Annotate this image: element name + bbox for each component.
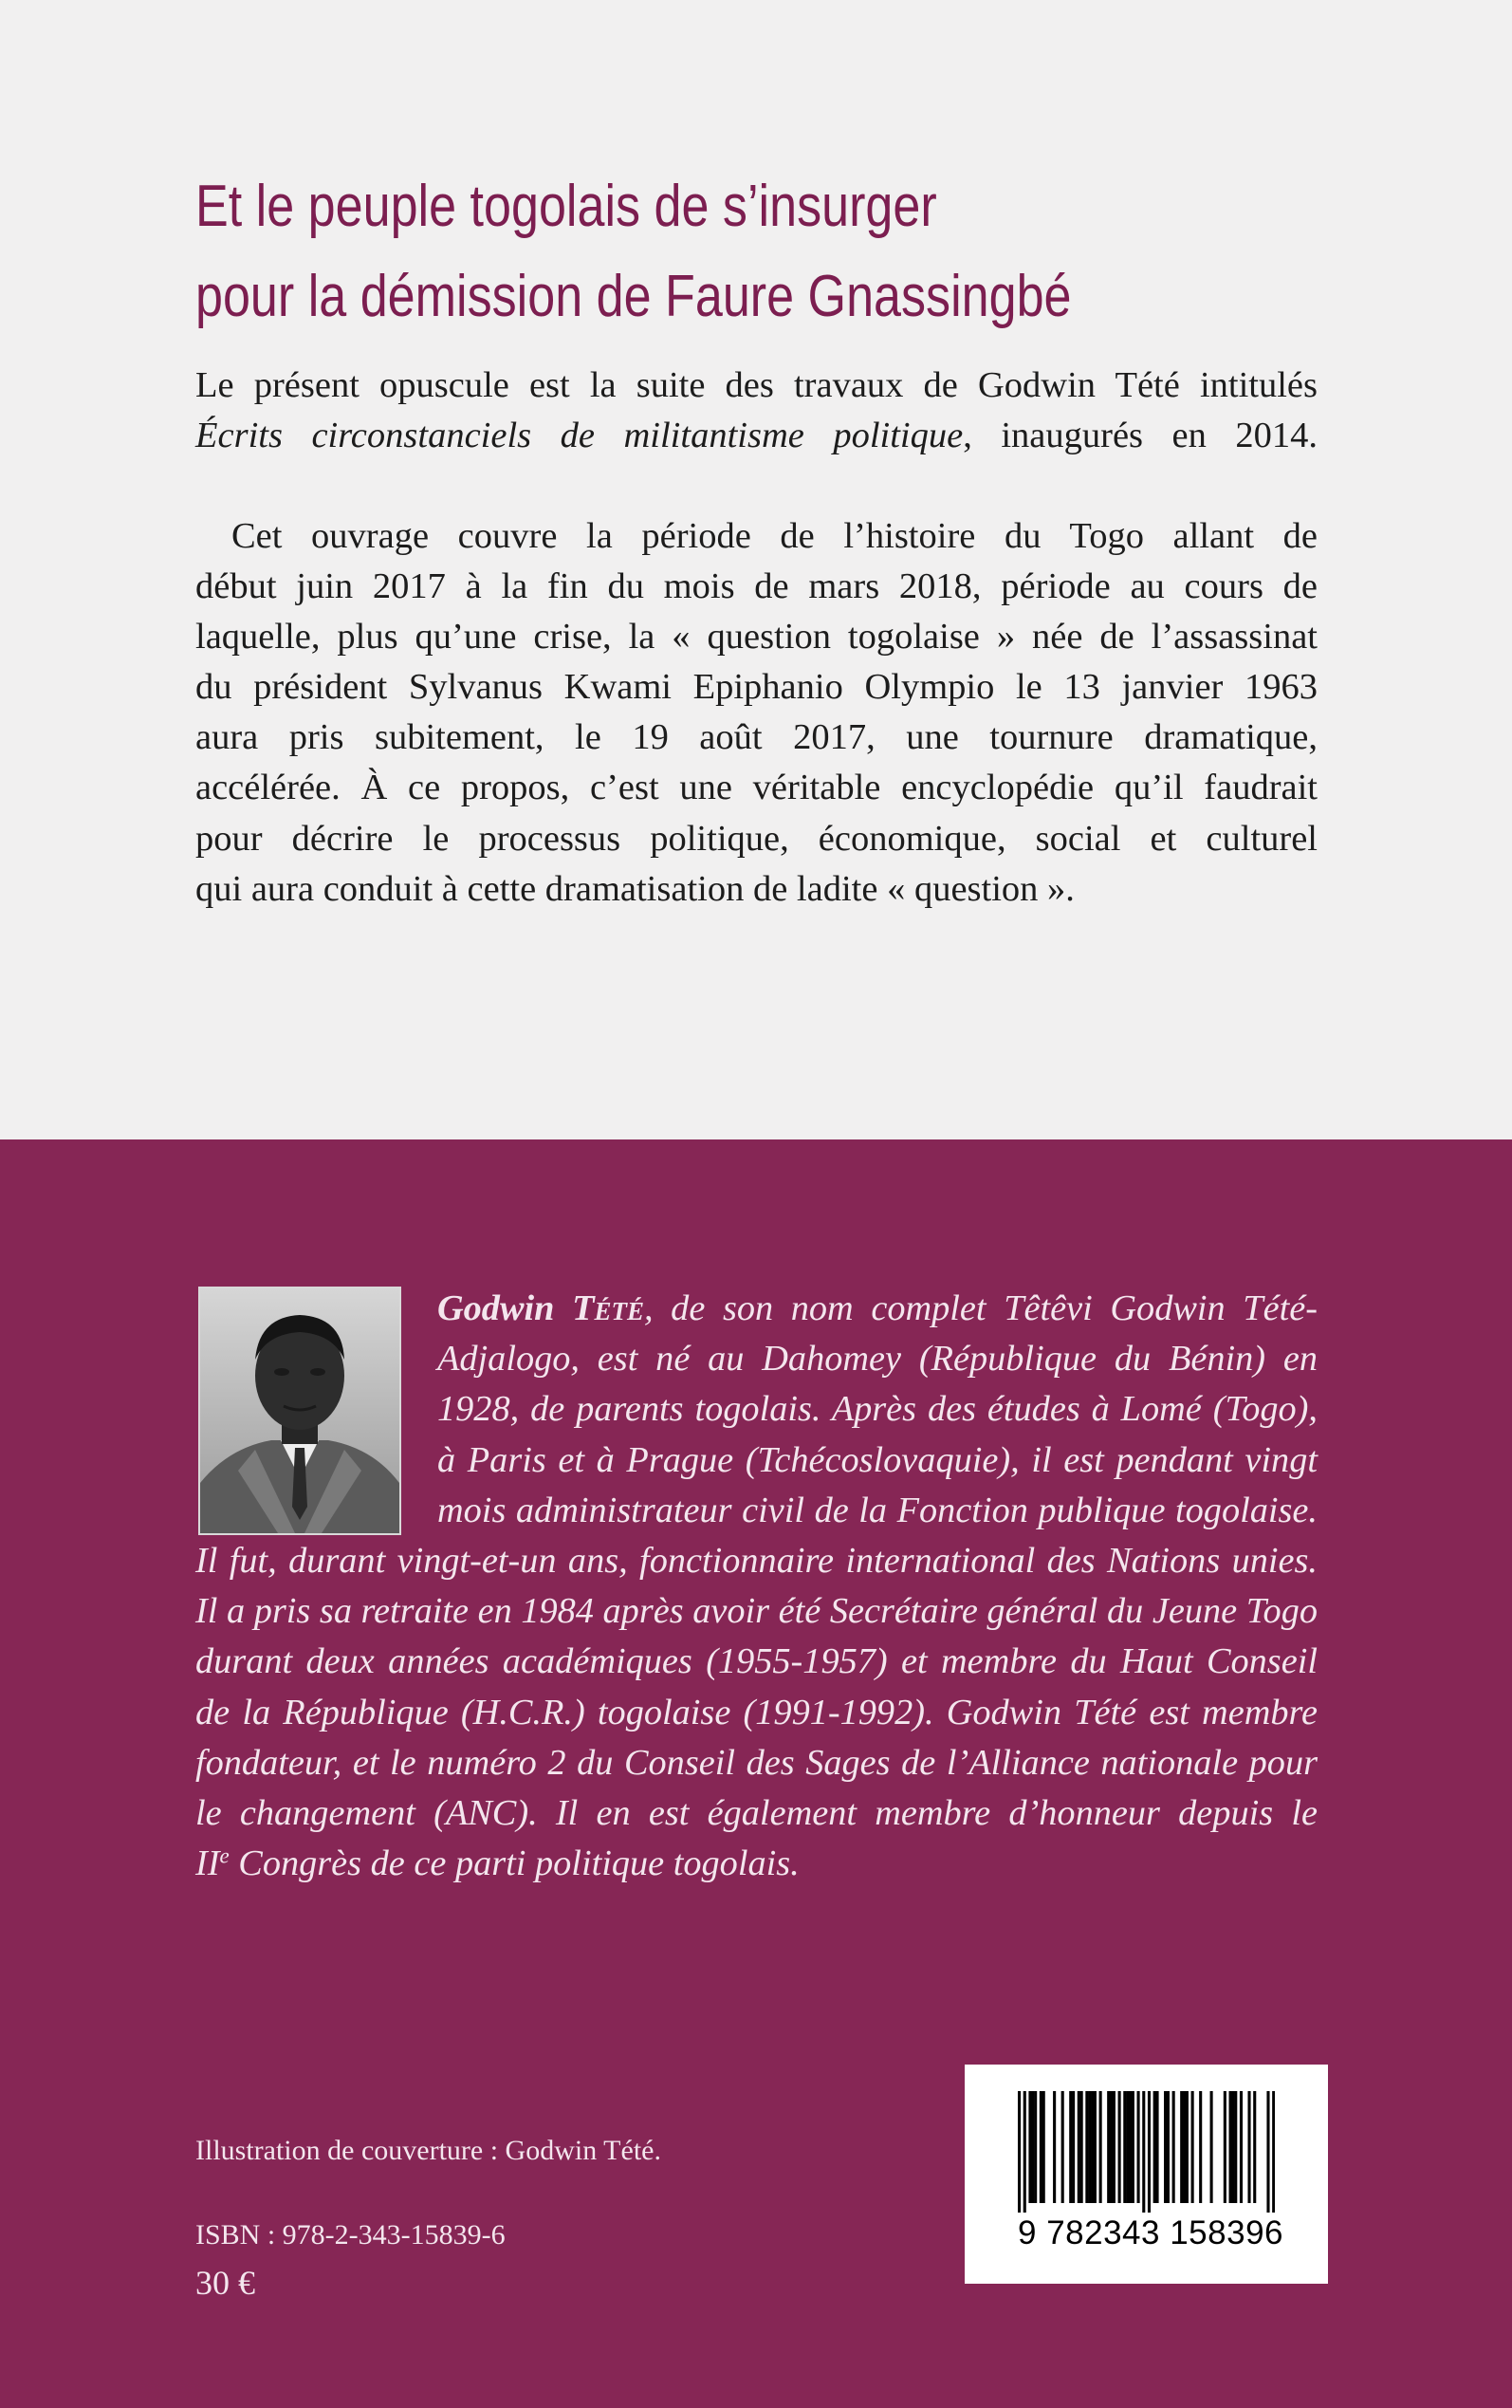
- intro-p2-line-4: du président Sylvanus Kwami Epiphanio Olympio le 13 janvier 1963: [195, 667, 1318, 708]
- author-bio: [195, 1284, 1318, 1889]
- barcode-bar: [1180, 2091, 1183, 2203]
- barcode-bar: [1148, 2091, 1151, 2213]
- barcode-box: [965, 2065, 1328, 2284]
- intro-p2-line-2: début juin 2017 à la fin du mois de mars 2018, période au cours de: [195, 566, 1318, 607]
- barcode-bar: [1164, 2091, 1167, 2203]
- barcode-bar: [1053, 2091, 1056, 2203]
- barcode-bar: [1231, 2091, 1234, 2203]
- barcode-bar: [1129, 2091, 1132, 2203]
- barcode-bar: [1191, 2091, 1194, 2203]
- illustration-credit: Illustration de couverture : Godwin Tété.: [195, 2135, 661, 2166]
- bio-line-5: mois administrateur civil de la Fonction publique togolaise.: [437, 1490, 1318, 1530]
- barcode-bar: [1072, 2091, 1075, 2203]
- barcode-bar: [1167, 2091, 1170, 2203]
- barcode-bar: [1088, 2091, 1091, 2203]
- barcode-bar: [1224, 2091, 1226, 2203]
- barcode-bar: [1028, 2091, 1031, 2203]
- work-title: Écrits circonstanciels de militantisme politique: [195, 416, 964, 456]
- intro-p2-line-6: accélérée. À ce propos, c’est une véritable encyclopédie qu’il faudrait: [195, 768, 1318, 808]
- isbn: ISBN : 978-2-343-15839-6: [195, 2219, 506, 2251]
- barcode-bar: [1137, 2091, 1140, 2203]
- top-section: [0, 0, 1512, 1139]
- barcode-bar: [1018, 2091, 1021, 2213]
- barcode-bar: [1183, 2091, 1186, 2203]
- barcode-bar: [1186, 2091, 1189, 2203]
- barcode-bar: [1272, 2091, 1275, 2213]
- bio-line-1-rest: , de son nom complet Têtêvi Godwin Tété-: [643, 1288, 1318, 1328]
- bio-line-12-sup: e: [219, 1843, 230, 1868]
- barcode-bar: [1091, 2091, 1094, 2203]
- bio-line-3: 1928, de parents togolais. Après des études à Lomé (Togo),: [437, 1389, 1318, 1430]
- book-title-line-1: Et le peuple togolais de s’insurger: [195, 174, 937, 239]
- bio-line-6: Il fut, durant vingt-et-un ans, fonctionnaire international des Nations unies.: [195, 1541, 1318, 1582]
- intro-paragraph-2: [195, 511, 1318, 915]
- bio-line-12: [195, 1839, 1318, 1889]
- bio-line-2: Adjalogo, est né au Dahomey (République du Bénin) en: [437, 1339, 1318, 1380]
- intro-paragraph-1: [195, 361, 1318, 461]
- barcode-bar: [1094, 2091, 1097, 2203]
- barcode-bar: [1061, 2091, 1064, 2203]
- barcode-bar: [1142, 2091, 1145, 2213]
- barcode-bar: [1266, 2091, 1269, 2213]
- intro-p2-line-8: qui aura conduit à cette dramatisation de ladite « question ».: [195, 868, 1075, 909]
- intro-p2-line-5: aura pris subitement, le 19 août 2017, une tournure dramatique,: [195, 717, 1318, 758]
- barcode-bar: [1234, 2091, 1237, 2203]
- barcode-bar: [1253, 2091, 1256, 2203]
- bio-line-1: [437, 1284, 1318, 1334]
- barcode-bar: [1085, 2091, 1088, 2203]
- barcode-digits: 9 782343 158396: [1018, 2214, 1283, 2251]
- price: 30 €: [195, 2264, 255, 2302]
- intro-p2-line-3: laquelle, plus qu’une crise, la « question togolaise » née de l’assassinat: [195, 617, 1318, 658]
- barcode-bar: [1107, 2091, 1110, 2203]
- barcode-bar: [1123, 2091, 1126, 2203]
- bio-line-12-rest: Congrès de ce parti politique togolais.: [229, 1843, 800, 1884]
- intro-p1-line-2-rest: , inaugurés en 2014.: [963, 416, 1318, 456]
- barcode-bar: [1040, 2091, 1042, 2203]
- barcode-bar: [1172, 2091, 1175, 2203]
- intro-p1-line-2: [195, 411, 1318, 461]
- barcode-bar: [1210, 2091, 1213, 2203]
- barcode-bar: [1240, 2091, 1243, 2203]
- barcode-bar: [1229, 2091, 1232, 2203]
- bio-line-8: durant deux années académiques (1955-1957) et membre du Haut Conseil: [195, 1641, 1318, 1682]
- barcode-bar: [1155, 2091, 1158, 2203]
- intro-p1-line-1: Le présent opuscule est la suite des travaux de Godwin Tété intitulés: [195, 365, 1318, 405]
- barcode-bar: [1110, 2091, 1113, 2203]
- barcode-bar: [1078, 2091, 1080, 2203]
- bio-line-10: fondateur, et le numéro 2 du Conseil des Sages de l’Alliance nationale pour: [195, 1742, 1318, 1783]
- bio-line-11: le changement (ANC). Il en est également membre d’honneur depuis le: [195, 1793, 1318, 1834]
- bio-line-7: Il a pris sa retraite en 1984 après avoir été Secrétaire général du Jeune Togo: [195, 1591, 1318, 1632]
- barcode-bar: [1031, 2091, 1034, 2203]
- intro-p2-line-7: pour décrire le processus politique, économique, social et culturel: [195, 818, 1318, 859]
- barcode-bar: [1153, 2091, 1156, 2203]
- barcode-bar: [1023, 2091, 1026, 2213]
- intro-p2-line-1: Cet ouvrage couvre la période de l’histoire du Togo allant de: [231, 516, 1318, 556]
- barcode-bar: [1099, 2091, 1102, 2203]
- barcode-icon: [1018, 2091, 1275, 2213]
- barcode-bar: [1132, 2091, 1134, 2203]
- barcode-bar: [1247, 2091, 1250, 2203]
- barcode-bar: [1034, 2091, 1037, 2203]
- barcode-bar: [1069, 2091, 1072, 2203]
- barcode-bar: [1080, 2091, 1083, 2203]
- barcode-bar: [1118, 2091, 1121, 2203]
- barcode-bar: [1126, 2091, 1129, 2203]
- barcode-bar: [1042, 2091, 1045, 2203]
- book-title-line-2: pour la démission de Faure Gnassingbé: [195, 264, 1072, 329]
- bio-line-4: à Paris et à Prague (Tchécoslovaquie), il est pendant vingt: [437, 1439, 1318, 1480]
- author-first-name: Godwin: [437, 1288, 555, 1328]
- bio-line-12-num: II: [195, 1843, 220, 1884]
- barcode-bar: [1199, 2091, 1202, 2203]
- bio-line-9: de la République (H.C.R.) togolaise (1991-1992). Godwin Tété est membre: [195, 1692, 1318, 1732]
- author-last-name: Tété: [572, 1288, 644, 1328]
- barcode-bar: [1113, 2091, 1116, 2203]
